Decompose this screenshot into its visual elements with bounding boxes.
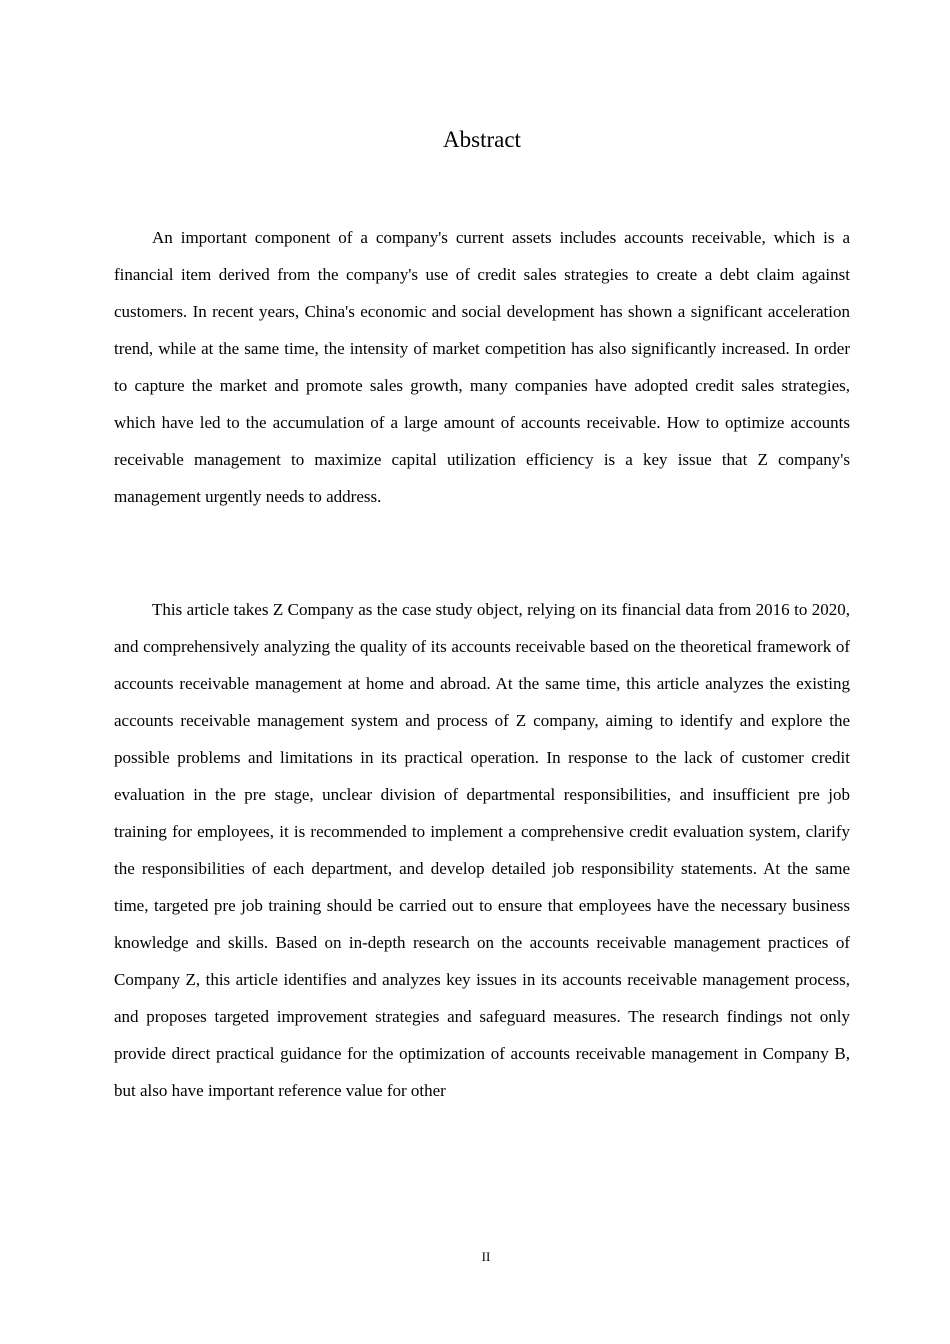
page-title: Abstract	[443, 127, 521, 152]
abstract-paragraph-2: This article takes Z Company as the case study object, relying on its financial data from 2016 to 2020, and comprehensively analyzing the quality of its accounts receivable based on the theoretical framework of accounts receivable management at home and abroad. At the same time, this article analyzes the existing accounts receivable management system and process of Z company, aiming to identify and explore the possible problems and limitations in its practical operation. In response to the lack of customer credit evaluation in the pre stage, unclear division of departmental responsibilities, and insufficient pre job training for employees, it is recommended to implement a comprehensive credit evaluation system, clarify the responsibilities of each department, and develop detailed job responsibility statements. At the same time, targeted pre job training should be carried out to ensure that employees have the necessary business knowledge and skills. Based on in-depth research on the accounts receivable management practices of Company Z, this article identifies and analyzes key issues in its accounts receivable management process, and proposes targeted improvement strategies and safeguard measures. The research findings not only provide direct practical guidance for the optimization of accounts receivable management in Company B, but also have important reference value for other	[114, 600, 850, 1100]
abstract-paragraph-1: An important component of a company's current assets includes accounts receivable, which is a financial item derived from the company's use of credit sales strategies to create a debt claim against customers. In recent years, China's economic and social development has shown a significant acceleration trend, while at the same time, the intensity of market competition has also significantly increased. In order to capture the market and promote sales growth, many companies have adopted credit sales strategies, which have led to the accumulation of a large amount of accounts receivable. How to optimize accounts receivable management to maximize capital utilization efficiency is a key issue that Z company's management urgently needs to address.	[114, 228, 850, 506]
page-number: II	[481, 1249, 491, 1264]
